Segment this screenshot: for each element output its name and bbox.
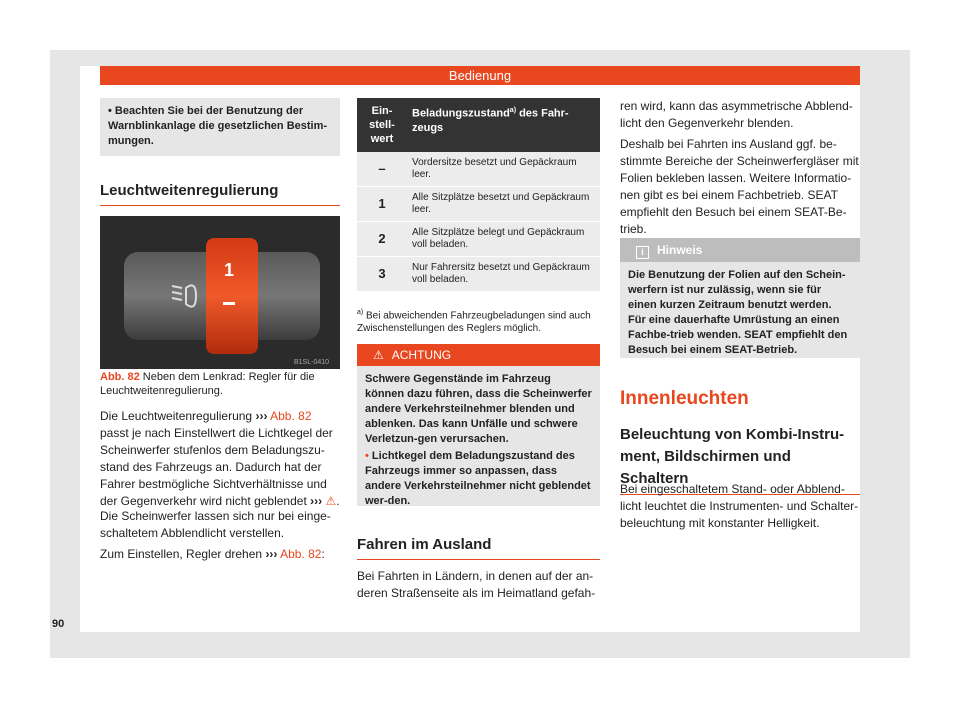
warning-triangle-icon: ⚠ (373, 348, 384, 362)
section-heading-ausland: Fahren im Ausland (357, 536, 600, 560)
table-row: – Vordersitze besetzt und Gepäckraum leer. (357, 152, 600, 186)
paragraph-einstellen: Zum Einstellen, Regler drehen ››› Abb. 82: (100, 547, 325, 561)
warning-text-1: Schwere Gegenstände im Fahrzeug können dazu führen, dass die Scheinwerfer andere Verkehrsteilnehmer blenden und ablenken. Das kann Unfälle und schwere Verletzun-gen verursachen. (365, 373, 592, 445)
figure-caption (100, 370, 340, 398)
warning-triangle-icon[interactable]: ⚠ (325, 494, 337, 508)
section-heading-leuchtweite: Leuchtweitenregulierung (100, 182, 340, 206)
warning-body (357, 366, 600, 506)
caption-text: Neben dem Lenkrad: Regler für die Leuchtweitenregulierung. (100, 371, 315, 397)
table-row: 3 Nur Fahrersitz besetzt und Gepäckraum voll beladen. (357, 256, 600, 291)
note-header (620, 238, 860, 262)
table-row: 1 Alle Sitzplätze besetzt und Gepäckraum leer. (357, 186, 600, 221)
regulator-illustration (100, 216, 340, 369)
table-header-row (357, 98, 600, 152)
page-number: 90 (52, 618, 65, 630)
wheel-number: 1 (224, 260, 235, 280)
paragraph-beleuchtung: Bei eingeschaltetem Stand- oder Abblend-licht leuchtet die Instrumenten- und Schalter-beleuchtung mit konstanter Helligkeit. (620, 482, 859, 530)
regulator-wheel (206, 238, 258, 354)
paragraph-ausland: Bei Fahrten in Ländern, in denen auf der an-deren Straßenseite als im Heimatland gefah- (357, 569, 596, 600)
figure-code: B1SL-0410 (294, 359, 330, 366)
warning-title: ACHTUNG (391, 348, 452, 362)
caption-label: Abb. 82 (100, 371, 140, 383)
table-footnote: $^{a)}$ Bei abweichenden Fahrzeugbeladungen sind auch Zwischenstellungen des Reglers möglich. (357, 309, 591, 335)
paragraph-ausland-cont: ren wird, kann das asymmetrische Abblend-licht den Gegenverkehr blenden. (620, 99, 853, 130)
page-header: Bedienung (100, 66, 860, 85)
figure-regulator (100, 216, 340, 369)
warning-header (357, 344, 600, 366)
bullet-note (100, 98, 340, 156)
figure-link[interactable]: Abb. 82 (270, 409, 312, 423)
warning-text-2: • Lichtkegel dem Beladungszustand des Fahrzeugs immer so anpassen, dass andere Verkehrsteilnehmer nicht geblendet wer-den. (365, 450, 591, 507)
note-body: Die Benutzung der Folien auf den Schein-werfern ist nur zulässig, wenn sie für einen kurzen Zeitraum benutzt werden. Für eine dauerhafte Umrüstung an einen Fachbe-trieb wenden. SEAT empfiehlt den Besuch bei einem SEAT-Betrieb. (620, 262, 860, 358)
paragraph-intro: Die Leuchtweitenregulierung ››› Abb. 82 passt je nach Einstellwert die Lichtkegel der Scheinwerfer stufenlos dem Beladungszu-stand des Fahrzeugs an. Dadurch hat der Fahrer bestmögliche Sichtverhältnisse und der Gegenverkehr wird nicht geblendet ››› ⚠. (100, 409, 340, 508)
sub-heading-beleuchtung: Beleuchtung von Kombi-Instru-ment, Bildschirmen und Schaltern (620, 424, 860, 495)
section-title-innenleuchten: Innenleuchten (620, 388, 749, 409)
table-row: 2 Alle Sitzplätze belegt und Gepäckraum voll beladen. (357, 221, 600, 256)
paragraph-folien: Deshalb bei Fahrten ins Ausland ggf. be-stimmte Bereiche der Scheinwerfergläser mit Folien bekleben lassen. Weitere Informatio-nen gibt es bei einem Fachbetrieb. SEAT empfiehlt den Besuch bei einem SEAT-Be-trieb. (620, 137, 859, 236)
note-title: Hinweis (657, 243, 703, 257)
col-header-beladung: Beladungszustand$^{a)}$ des Fahr-zeugs (407, 98, 600, 152)
figure-link[interactable]: Abb. 82 (280, 547, 322, 561)
bullet-icon: • (108, 105, 115, 117)
paragraph-abblendlicht: Die Scheinwerfer lassen sich nur bei einge-schaltetem Abblendlicht verstellen. (100, 509, 331, 540)
col-header-einstellwert: Ein-stell-wert (357, 98, 407, 152)
info-icon: i (636, 246, 649, 259)
beladung-table (357, 98, 600, 292)
arrow-ref: ››› (255, 409, 268, 423)
bullet-text: Beachten Sie bei der Benutzung der Warnblinkanlage die gesetzlichen Bestim-mungen. (108, 105, 328, 147)
